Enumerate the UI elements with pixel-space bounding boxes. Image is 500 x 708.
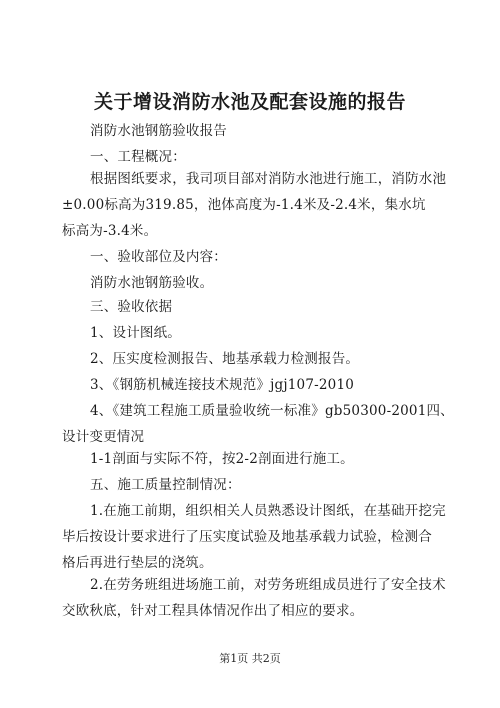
text-line: 2、压实度检测报告、地基承载力检测报告。: [90, 351, 360, 367]
text-line: 设计变更情况: [62, 429, 145, 445]
section-scope: [62, 244, 442, 270]
text-line: 一、验收部位及内容：: [90, 249, 227, 265]
basis-item-1: [62, 320, 442, 346]
text-line: 一、工程概况：: [90, 149, 186, 165]
basis-item-4: [62, 398, 454, 450]
section-quality: [62, 472, 442, 498]
paragraph-overview: [62, 166, 447, 244]
text-line: 消防水池钢筋验收报告: [90, 123, 227, 139]
quality-item-1: [62, 498, 446, 576]
basis-item-2: [62, 346, 442, 372]
text-line: 标高为-3.4米。: [62, 223, 158, 239]
page-number: 第1页 共2页: [219, 652, 281, 665]
text-line: 2.在劳务班组进场施工前，对劳务班组成员进行了安全技术: [90, 577, 446, 593]
text-line: 毕后按设计要求进行了压实度试验及地基承载力试验，检测合: [62, 529, 432, 545]
text-line: 交欧秋底，针对工程具体情况作出了相应的要求。: [62, 603, 364, 619]
document-title: 关于增设消防水池及配套设施的报告: [93, 91, 406, 113]
text-line: ±0.00标高为319.85，池体高度为-1.4米及-2.4米，集水坑: [62, 197, 426, 213]
text-line: 五、施工质量控制情况：: [90, 477, 241, 493]
text-line: 1-1剖面与实际不符，按2-2剖面进行施工。: [90, 451, 354, 467]
section-basis: [62, 294, 442, 320]
text-line: 3、《钢筋机械连接技术规范》jgj107-2010: [90, 377, 355, 393]
text-line: 1、设计图纸。: [90, 325, 181, 341]
design-change-item: [62, 446, 442, 472]
text-line: 格后再进行垫层的浇筑。: [62, 555, 213, 571]
text-line: 1.在施工前期，组织相关人员熟悉设计图纸，在基础开挖完: [90, 503, 446, 519]
basis-item-3: [62, 372, 442, 398]
text-line: 三、验收依据: [90, 299, 173, 315]
subtitle-line: [62, 118, 442, 144]
text-line: 4、《建筑工程施工质量验收统一标准》gb50300-2001四、: [90, 403, 454, 419]
quality-item-2: [62, 572, 446, 624]
text-line: 根据图纸要求，我司项目部对消防水池进行施工，消防水池: [90, 171, 447, 187]
paragraph-scope: [62, 270, 442, 296]
text-line: 消防水池钢筋验收。: [90, 275, 214, 291]
